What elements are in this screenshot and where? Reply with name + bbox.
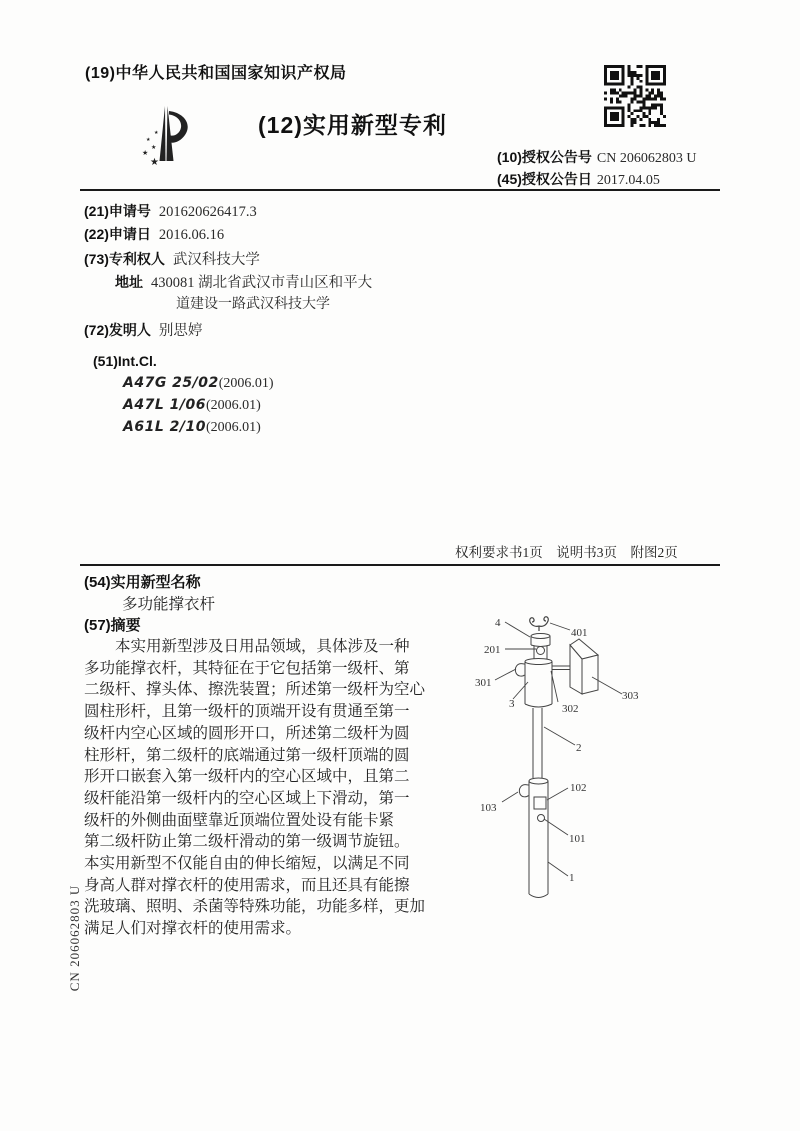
abstract-line: 本实用新型不仅能自由的伸长缩短，以满足不同 [84, 855, 410, 873]
figure-ref-201: 201 [484, 644, 501, 656]
figure-ref-303: 303 [622, 690, 639, 702]
application-date-label: (22)申请日 [84, 226, 151, 242]
star-icon: ★ [150, 157, 159, 168]
star-icon: ★ [142, 149, 149, 157]
issuing-office-title: (19)中华人民共和国国家知识产权局 [85, 65, 347, 82]
figure-ref-4: 4 [495, 617, 501, 629]
star-icon: ★ [151, 145, 157, 151]
side-publication-number: CN 206062803 U [67, 884, 82, 992]
publication-date-label: (45)授权公告日 [497, 171, 592, 187]
abstract-line: 二级杆、撑头体、擦洗装置；所述第一级杆为空心 [84, 681, 426, 699]
classification-code: A47G 25/02 [123, 375, 219, 391]
patent-figure [450, 595, 710, 930]
abstract-line: 形开口嵌套入第一级杆内的空心区域中，且第二 [84, 768, 410, 786]
abstract-line: 洗玻璃、照明、杀菌等特殊功能，功能多样，更加 [84, 898, 426, 916]
figure-ref-1: 1 [569, 872, 575, 884]
abstract-line: 圆柱形杆，且第一级杆的顶端开设有贯通至第一 [84, 703, 410, 721]
address-row-2 [176, 293, 330, 313]
pages-info: 权利要求书1页 说明书3页 附图2页 [455, 545, 678, 560]
publication-date-value: 2017.04.05 [596, 173, 660, 188]
inventor-value: 别思婷 [158, 323, 203, 339]
abstract-text [84, 636, 426, 940]
publication-number-row [497, 147, 696, 167]
patentee-value: 武汉科技大学 [172, 252, 260, 268]
clothes-pole-drawing [450, 595, 710, 925]
figure-ref-302: 302 [562, 703, 579, 715]
address-line1: 430081 湖北省武汉市青山区和平大 [151, 275, 373, 291]
inventor-label: (72)发明人 [84, 322, 151, 338]
inventor-row [84, 319, 202, 340]
figure-ref-301: 301 [475, 677, 492, 689]
classification-version: (2006.01) [205, 420, 261, 435]
section-divider [80, 564, 720, 566]
abstract-line: 级杆的外侧曲面壁靠近顶端位置处设有能卡紧 [84, 811, 395, 829]
classification-version: (2006.01) [218, 376, 274, 391]
application-number-label: (21)申请号 [84, 203, 151, 219]
publication-number-value: CN 206062803 U [596, 151, 697, 166]
figure-ref-101: 101 [569, 833, 586, 845]
invention-title: 多功能撑衣杆 [122, 596, 216, 613]
address-label: 地址 [115, 274, 143, 290]
abstract-line: 满足人们对撑衣杆的使用需求。 [84, 920, 302, 938]
classification-row [123, 375, 274, 392]
figure-ref-401: 401 [571, 627, 588, 639]
address-line2: 道建设一路武汉科技大学 [176, 297, 330, 312]
classification-code: A47L 1/06 [123, 397, 206, 413]
abstract-line: 本实用新型涉及日用品领域，具体涉及一种 [115, 638, 410, 655]
classification-version: (2006.01) [205, 398, 261, 413]
application-date-row [84, 224, 224, 244]
title-section-label: (54)实用新型名称 [84, 574, 201, 591]
star-icon: ★ [146, 138, 151, 143]
abstract-line: 级杆内空心区域的圆形开口，所述第二级杆为圆 [84, 724, 410, 742]
publication-date-row [497, 169, 660, 189]
star-icon: ★ [154, 131, 159, 136]
figure-ref-103: 103 [480, 802, 497, 814]
abstract-section-label: (57)摘要 [84, 617, 141, 634]
classification-code: A61L 2/10 [123, 419, 206, 435]
document-type-title: (12)实用新型专利 [258, 112, 447, 138]
figure-ref-102: 102 [570, 782, 587, 794]
patentee-row [84, 248, 260, 269]
abstract-line: 第二级杆防止第二级杆滑动的第一级调节旋钮。 [84, 833, 410, 851]
abstract-line: 身高人群对撑衣杆的使用需求，而且还具有能擦 [84, 876, 410, 894]
abstract-line: 级杆能沿第一级杆内的空心区域上下滑动，第一 [84, 789, 410, 807]
application-number-value: 201620626417.3 [158, 204, 257, 220]
classification-row [123, 397, 261, 414]
sipo-logo [138, 103, 200, 176]
figure-ref-2: 2 [576, 742, 582, 754]
abstract-line: 多功能撑衣杆，其特征在于它包括第一级杆、第 [84, 659, 410, 677]
qr-code [604, 65, 666, 132]
patentee-label: (73)专利权人 [84, 251, 165, 267]
application-date-value: 2016.06.16 [158, 227, 225, 243]
address-row [115, 271, 372, 292]
intcl-label: (51)Int.Cl. [93, 353, 157, 369]
application-number-row [84, 201, 257, 221]
header-divider [80, 189, 720, 191]
abstract-line: 柱形杆，第二级杆的底端通过第一级杆顶端的圆 [84, 746, 410, 764]
classification-row [123, 419, 261, 436]
publication-number-label: (10)授权公告号 [497, 149, 592, 165]
intcl-row [93, 353, 157, 371]
figure-ref-3: 3 [509, 698, 515, 710]
sipo-logo-graphic [138, 103, 200, 171]
